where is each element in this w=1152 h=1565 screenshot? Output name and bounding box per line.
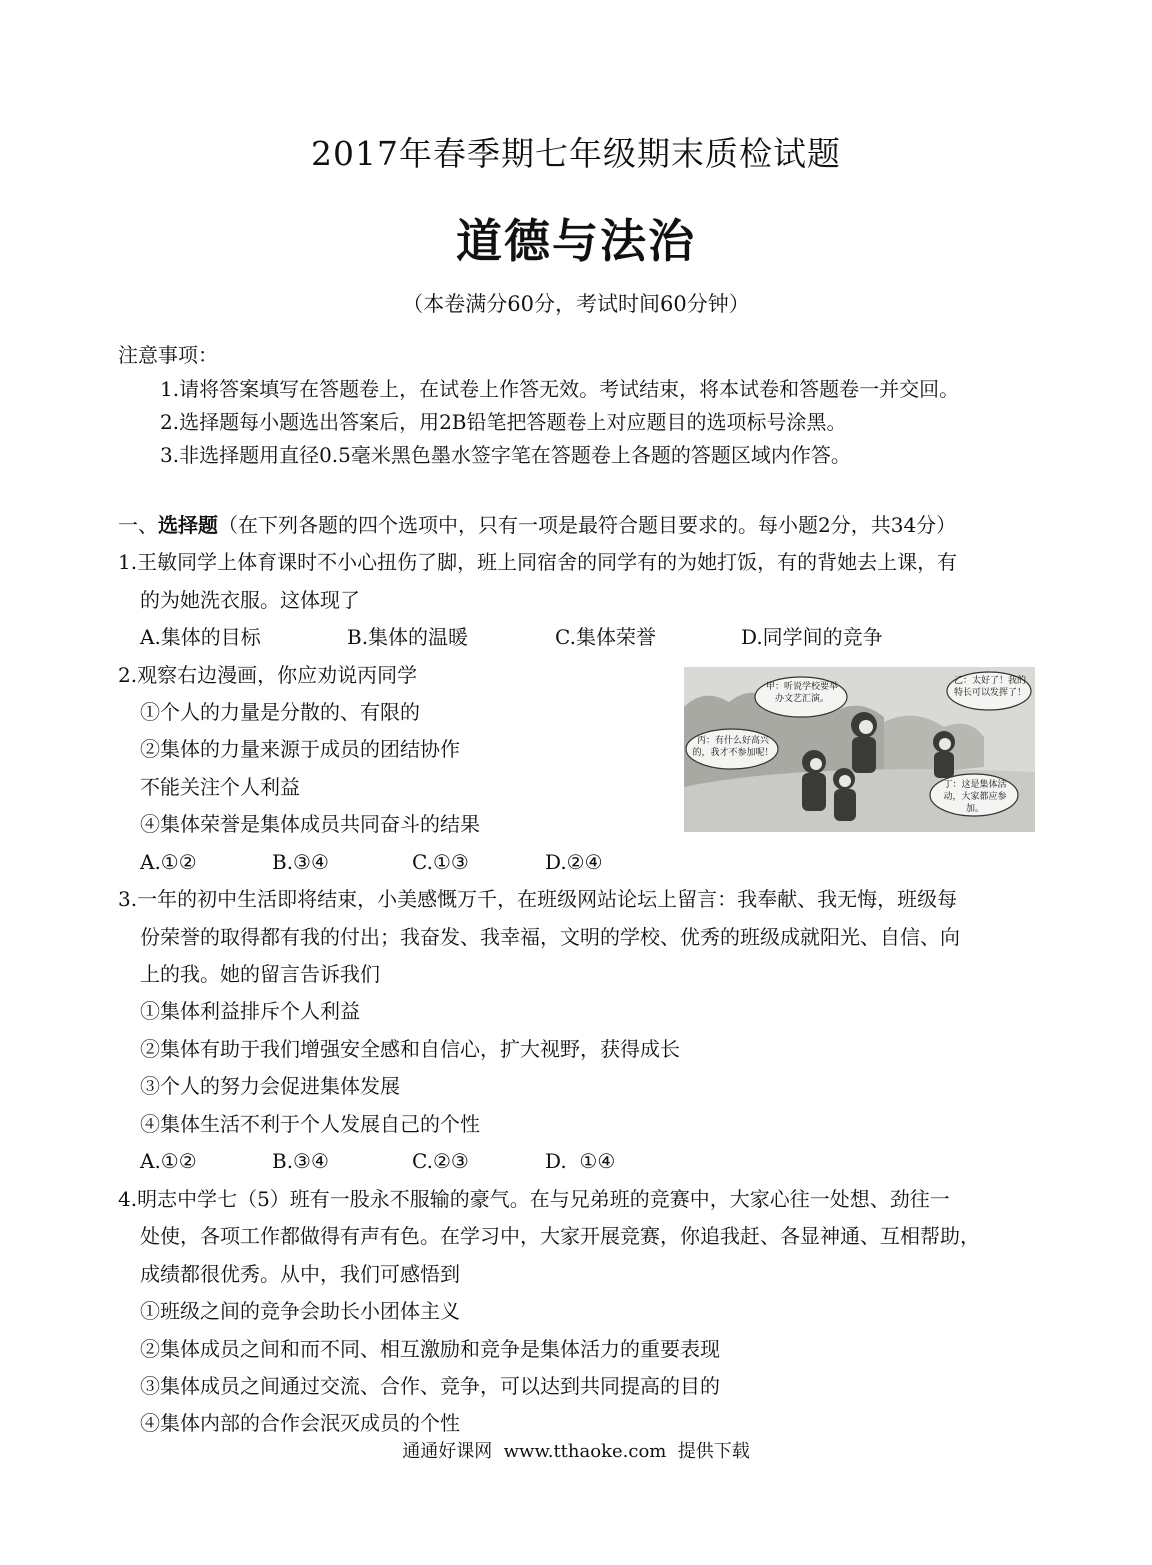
question-2-stem: 2.观察右边漫画，你应劝说丙同学 <box>118 663 418 687</box>
question-1-stem: 的为她洗衣服。这体现了 <box>140 588 360 612</box>
notice-heading: 注意事项： <box>118 343 218 367</box>
question-3-option-a: A.①② <box>140 1149 197 1173</box>
question-3-statement: ③个人的努力会促进集体发展 <box>140 1074 400 1098</box>
question-3-stem: 3.一年的初中生活即将结束，小美感慨万千，在班级网站论坛上留言：我奉献、我无悔，班级每 <box>118 887 958 911</box>
notice-item: 3.非选择题用直径0.5毫米黑色墨水签字笔在答题卷上各题的答题区域内作答。 <box>160 443 851 467</box>
child-body <box>852 737 876 773</box>
child-body <box>934 752 954 778</box>
comic-text-bing: 丙：有什么好高兴的，我才不参加呢！ <box>692 736 774 758</box>
question-3-statement: ①集体利益排斥个人利益 <box>140 999 360 1023</box>
question-1-stem: 1.王敏同学上体育课时不小心扭伤了脚，班上同宿舍的同学有的为她打饭，有的背她去上课，有 <box>118 550 958 574</box>
question-4-statement: ③集体成员之间通过交流、合作、竞争，可以达到共同提高的目的 <box>140 1374 720 1398</box>
face <box>839 775 851 787</box>
comic-illustration <box>684 667 1035 832</box>
question-2-statement: ④集体荣誉是集体成员共同奋斗的结果 <box>140 812 480 836</box>
question-1-option-a: A.集体的目标 <box>140 625 261 649</box>
question-3-stem: 上的我。她的留言告诉我们 <box>140 962 380 986</box>
question-1-option-c: C.集体荣誉 <box>555 625 656 649</box>
score-note: （本卷满分60分，考试时间60分钟） <box>402 292 750 316</box>
question-4-stem: 成绩都很优秀。从中，我们可感悟到 <box>140 1262 460 1286</box>
question-1-option-d: D.同学间的竞争 <box>741 625 883 649</box>
question-3-statement: ②集体有助于我们增强安全感和自信心，扩大视野，获得成长 <box>140 1037 680 1061</box>
question-3-stem: 份荣誉的取得都有我的付出；我奋发、我幸福，文明的学校、优秀的班级成就阳光、自信、向 <box>140 925 960 949</box>
question-3-option-d: D. ①④ <box>545 1149 616 1173</box>
section-instruction: （在下列各题的四个选项中，只有一项是最符合题目要求的。每小题2分，共34分） <box>218 513 957 537</box>
exam-title: 2017年春季期七年级期末质检试题 <box>311 134 841 173</box>
question-4-stem: 4.明志中学七（5）班有一股永不服输的豪气。在与兄弟班的竞赛中，大家心往一处想、劲往一 <box>118 1187 950 1211</box>
notice-item: 2.选择题每小题选出答案后，用2B铅笔把答题卷上对应题目的选项标号涂黑。 <box>160 410 847 434</box>
notice-item: 1.请将答案填写在答题卷上，在试卷上作答无效。考试结束，将本试卷和答题卷一并交回。 <box>160 377 960 401</box>
comic-text-yi: 乙：太好了！我的特长可以发挥了！ <box>953 676 1026 698</box>
face <box>810 758 822 770</box>
question-4-statement: ②集体成员之间和而不同、相互激励和竞争是集体活力的重要表现 <box>140 1337 720 1361</box>
child-body <box>834 789 856 821</box>
question-4-stem: 处使，各项工作都做得有声有色。在学习中，大家开展竞赛，你追我赶、各显神通、互相帮助， <box>140 1224 980 1248</box>
question-2-option-c: C.①③ <box>412 850 469 874</box>
question-3-option-c: C.②③ <box>412 1149 469 1173</box>
question-2-option-d: D.②④ <box>545 850 603 874</box>
question-4-statement: ④集体内部的合作会泯灭成员的个性 <box>140 1411 460 1435</box>
question-2-statement: ②集体的力量来源于成员的团结协作 <box>140 737 460 761</box>
question-2-statement: 不能关注个人利益 <box>140 775 300 799</box>
question-3-statement: ④集体生活不利于个人发展自己的个性 <box>140 1112 480 1136</box>
section-heading <box>118 512 956 538</box>
section-number: 一、 <box>118 513 158 537</box>
footer-watermark: 通通好课网 www.tthaoke.com 提供下载 <box>402 1441 750 1462</box>
comic-text-ding: 丁：这是集体活动，大家都应参加。 <box>943 780 1007 814</box>
question-2-statement: ①个人的力量是分散的、有限的 <box>140 700 420 724</box>
question-3-option-b: B.③④ <box>272 1149 329 1173</box>
question-1-option-b: B.集体的温暖 <box>347 625 469 649</box>
child-body <box>802 773 826 811</box>
section-name: 选择题 <box>158 513 218 537</box>
question-2-option-b: B.③④ <box>272 850 329 874</box>
face <box>939 738 951 750</box>
face <box>859 720 873 734</box>
subject-title: 道德与法治 <box>456 214 696 268</box>
question-2-option-a: A.①② <box>140 850 197 874</box>
question-4-statement: ①班级之间的竞争会助长小团体主义 <box>140 1299 460 1323</box>
comic-text-jia: 甲：听说学校要举办文艺汇演。 <box>765 682 838 704</box>
